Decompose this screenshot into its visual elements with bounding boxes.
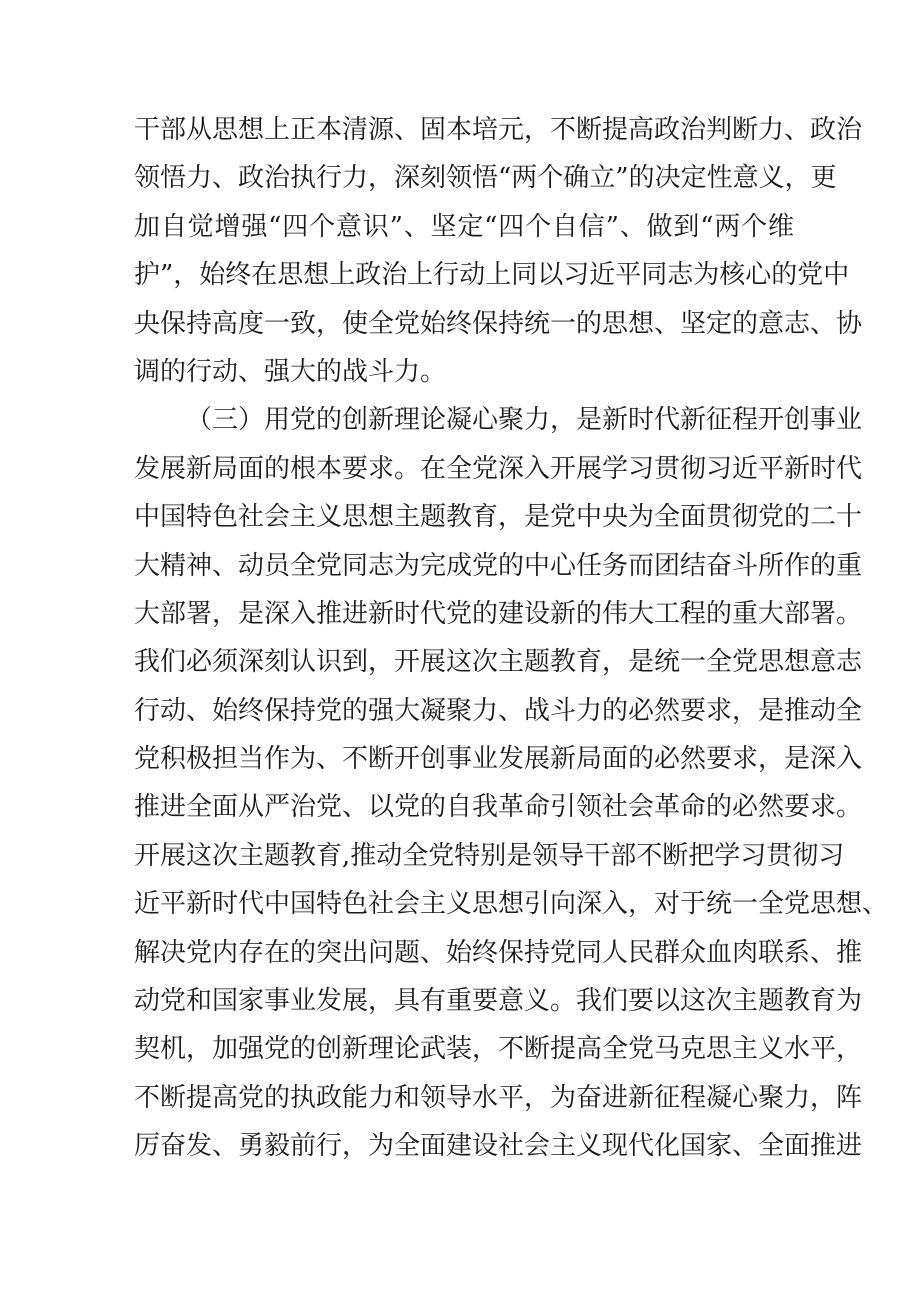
text-line: 开展这次主题教育,推动全党特别是领导干部不断把学习贯彻习 <box>134 840 845 871</box>
text-line: 护”，始终在思想上政治上行动上同以习近平同志为核心的党中 <box>134 260 850 291</box>
text-line: 行动、始终保持党的强大凝聚力、战斗力的必然要求，是推动全 <box>134 695 863 726</box>
text-line: 领悟力、政治执行力，深刻领悟“两个确立”的决定性意义，更 <box>134 163 837 194</box>
text-line: 契机，加强党的创新理论武装，不断提高全党马克思主义水平， <box>134 1034 863 1065</box>
text-line: 央保持高度一致，使全党始终保持统一的思想、坚定的意志、协 <box>134 308 863 339</box>
text-line: 动党和国家事业发展，具有重要意义。我们要以这次主题教育为 <box>134 986 863 1017</box>
text-line: 加自觉增强“四个意识”、坚定“四个自信”、做到“两个维 <box>134 211 794 242</box>
text-line: 不断提高党的执政能力和领导水平，为奋进新征程凝心聚力，阵 <box>134 1082 863 1113</box>
text-line: 厉奋发、勇毅前行，为全面建设社会主义现代化国家、全面推进 <box>134 1131 863 1162</box>
text-line: 大部署，是深入推进新时代党的建设新的伟大工程的重大部署。 <box>134 598 863 629</box>
text-line: 调的行动、强大的战斗力。 <box>134 356 447 387</box>
text-line: 大精神、动员全党同志为完成党的中心任务而团结奋斗所作的重 <box>134 550 863 581</box>
text-line: 发展新局面的根本要求。在全党深入开展学习贯彻习近平新时代 <box>134 453 863 484</box>
body-text <box>134 106 889 1171</box>
text-line: 我们必须深刻认识到，开展这次主题教育，是统一全党思想意志 <box>134 647 863 678</box>
text-line: 推进全面从严治党、以党的自我革命引领社会革命的必然要求。 <box>134 792 863 823</box>
text-line: 近平新时代中国特色社会主义思想引向深入，对于统一全党思想、 <box>134 889 889 920</box>
section-heading-line: （三）用党的创新理论凝心聚力，是新时代新征程开创事业 <box>186 405 863 436</box>
text-line: 党积极担当作为、不断开创事业发展新局面的必然要求，是深入 <box>134 744 863 775</box>
text-line: 干部从思想上正本清源、固本培元，不断提高政治判断力、政治 <box>134 115 863 145</box>
text-line: 中国特色社会主义思想主题教育，是党中央为全面贯彻党的二十 <box>134 502 863 533</box>
text-line: 解决党内存在的突出问题、始终保持党同人民群众血肉联系、推 <box>134 937 863 968</box>
